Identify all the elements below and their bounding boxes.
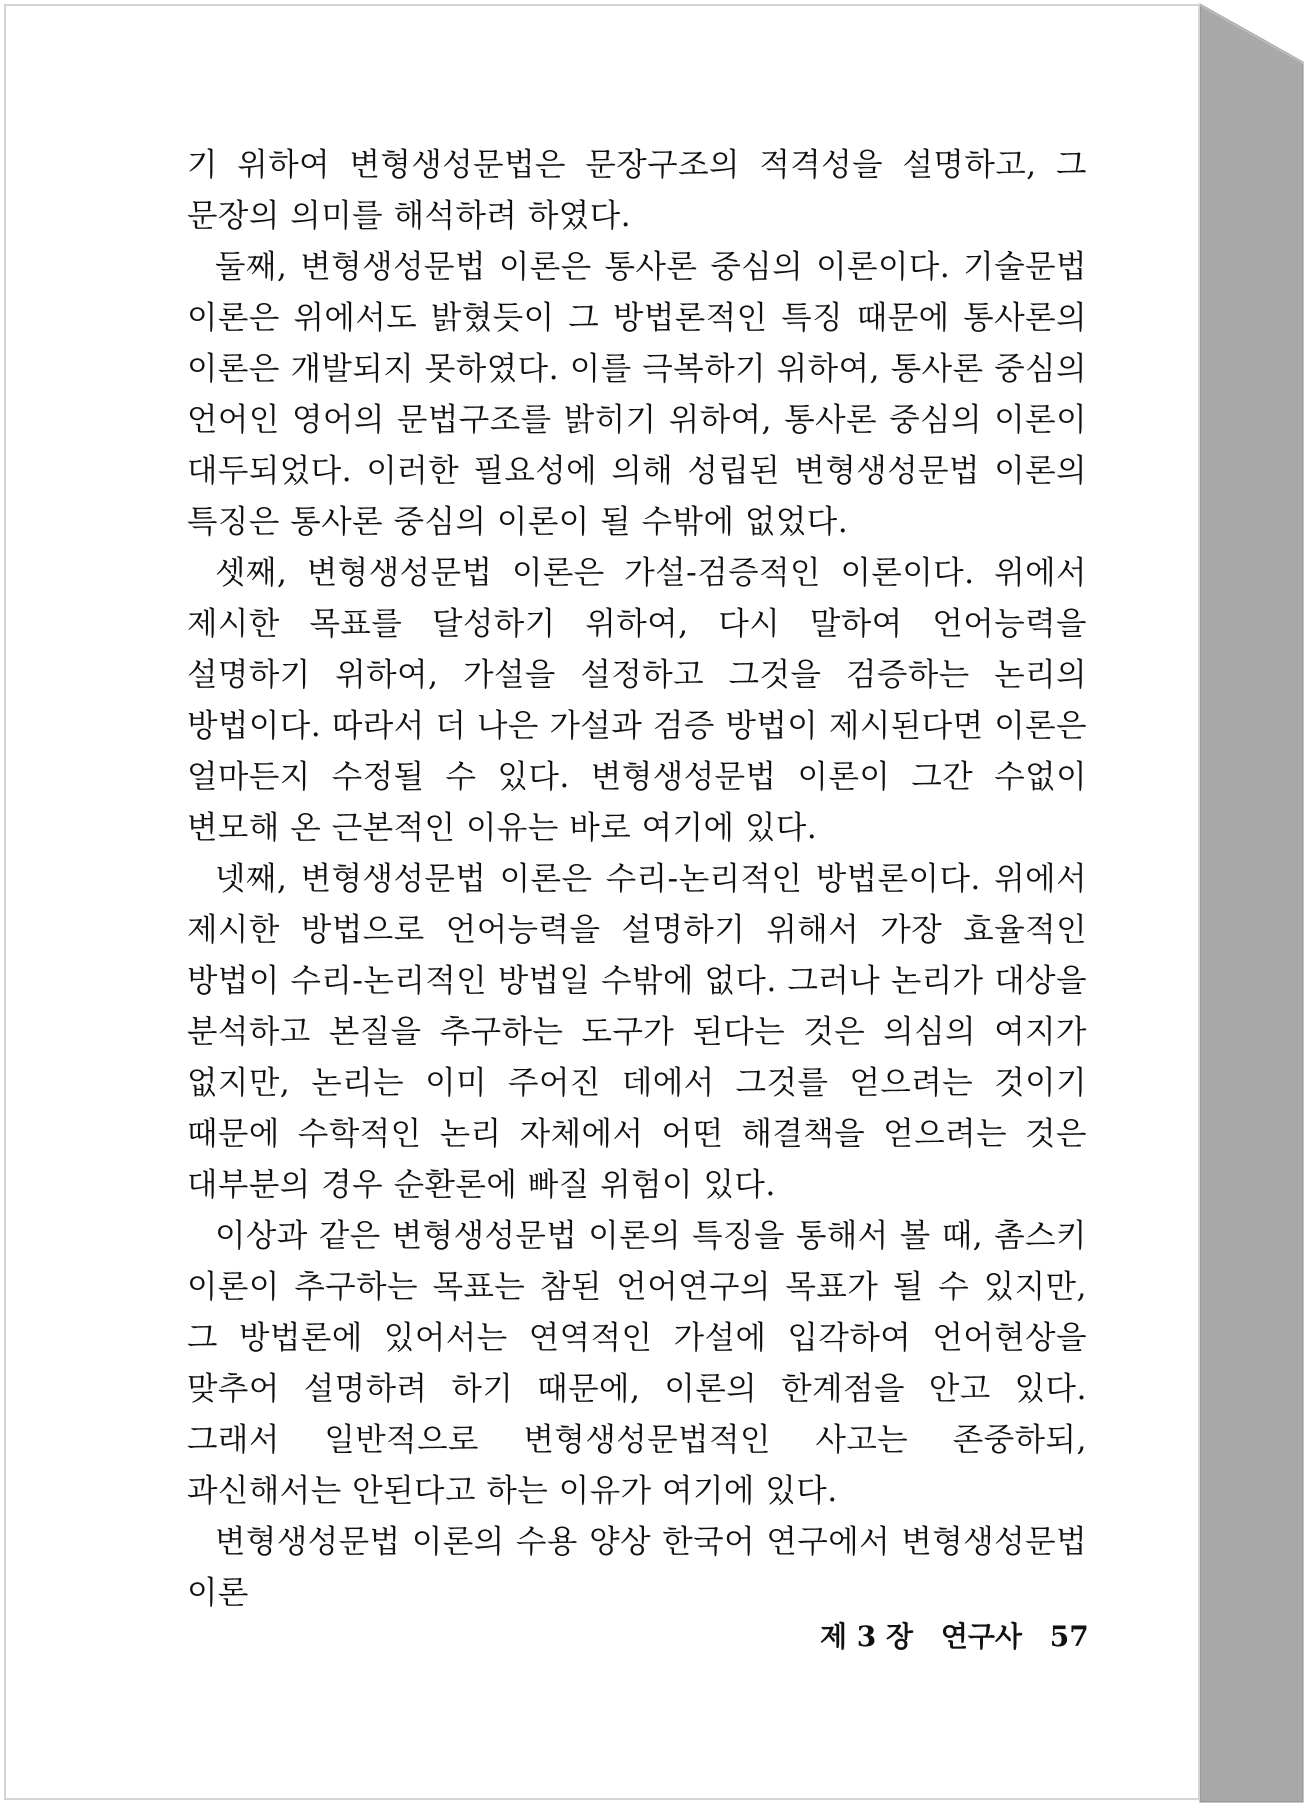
page-number: 57 (1049, 1620, 1089, 1653)
paragraph-4: 넷째, 변형생성문법 이론은 수리-논리적인 방법론이다. 위에서 제시한 방법으로 언어능력을 설명하기 위해서 가장 효율적인 방법이 수리-논리적인 방법일 수밖에 없다. 그러나 논리가 대상을 분석하고 본질을 추구하는 도구가 된다는 것은 의심의 여지가 없지만, 논리는 이미 주어진 데에서 그것를 얻으려는 것이기 때문에 수학적인 논리 자체에서 어떤 해결책을 얻으려는 것은 대부분의 경우 순환론에 빠질 위험이 있다. (187, 861, 1087, 1203)
paragraph-5: 이상과 같은 변형생성문법 이론의 특징을 통해서 볼 때, 촘스키 이론이 추구하는 목표는 참된 언어연구의 목표가 될 수 있지만, 그 방법론에 있어서는 연역적인 가설에 입각하여 언어현상을 맞추어 설명하려 하기 때문에, 이론의 한계점을 안고 있다. 그래서 일반적으로 변형생성문법적인 사고는 존중하되, 과신해서는 안된다고 하는 이유가 여기에 있다. (187, 1218, 1087, 1509)
paragraph-6: 변형생성문법 이론의 수용 양상 한국어 연구에서 변형생성문법 이론 (187, 1524, 1087, 1611)
paragraph-3: 셋째, 변형생성문법 이론은 가설-검증적인 이론이다. 위에서 제시한 목표를 달성하기 위하여, 다시 말하여 언어능력을 설명하기 위하여, 가설을 설정하고 그것을 검증하는 논리의 방법이다. 따라서 더 나은 가설과 검증 방법이 제시된다면 이론은 얼마든지 수정될 수 있다. 변형생성문법 이론이 그간 수없이 변모해 온 근본적인 이유는 바로 여기에 있다. (187, 555, 1087, 846)
book-side-edge (1200, 4, 1303, 1802)
paragraph-2: 둘째, 변형생성문법 이론은 통사론 중심의 이론이다. 기술문법 이론은 위에서도 밝혔듯이 그 방법론적인 특징 때문에 통사론의 이론은 개발되지 못하였다. 이를 극복하기 위하여, 통사론 중심의 언어인 영어의 문법구조를 밝히기 위하여, 통사론 중심의 이론이 대두되었다. 이러한 필요성에 의해 성립된 변형생성문법 이론의 특징은 통사론 중심의 이론이 될 수밖에 없었다. (187, 249, 1087, 540)
footer-section: 연구사 (940, 1620, 1022, 1653)
paragraph-1: 기 위하여 변형생성문법은 문장구조의 적격성을 설명하고, 그 문장의 의미를 해석하려 하였다. (187, 147, 1087, 234)
page-footer (820, 1615, 1107, 1655)
body-text (187, 140, 1087, 1619)
footer-chapter: 제 3 장 (820, 1620, 914, 1653)
